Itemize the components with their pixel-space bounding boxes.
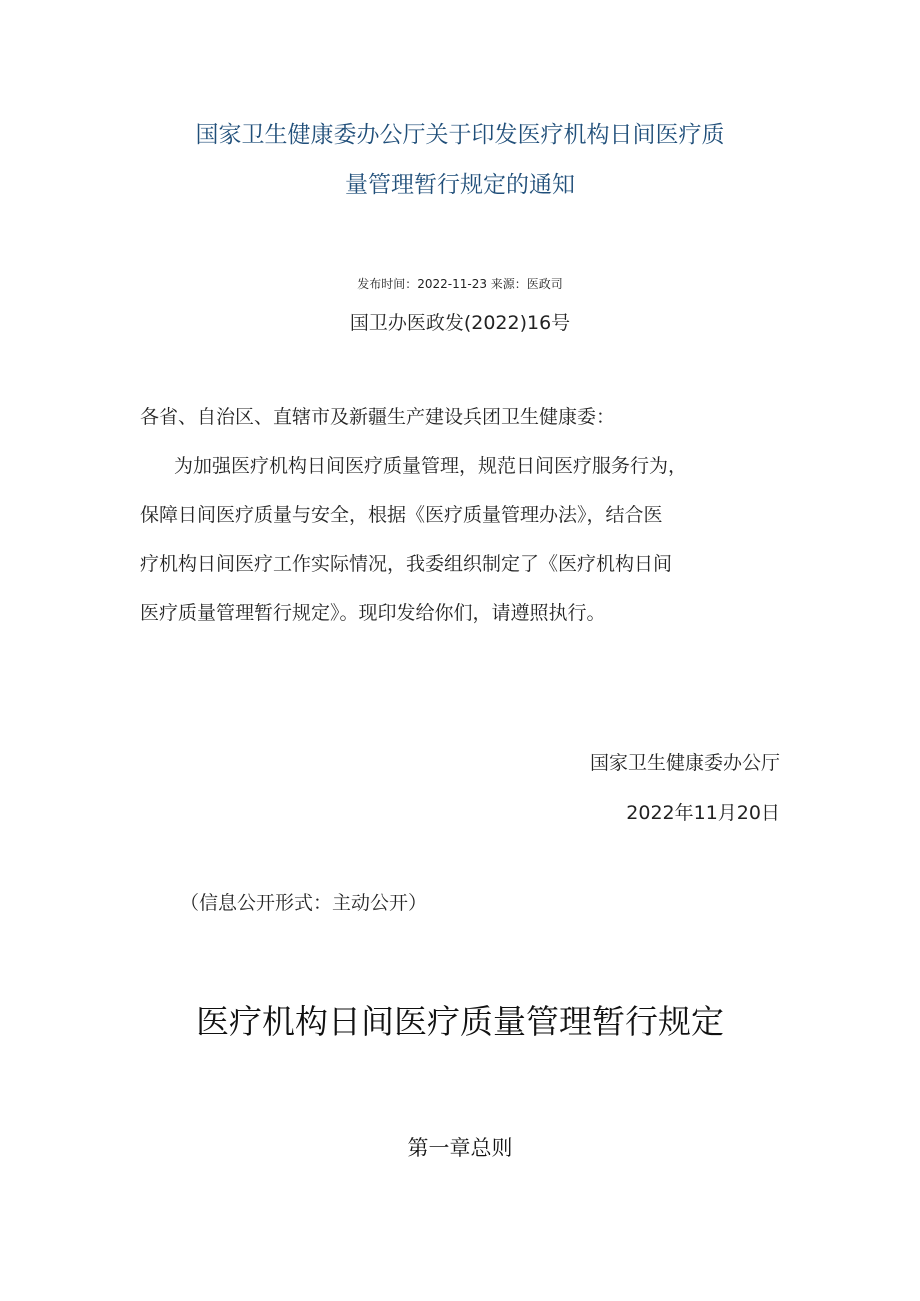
notice-title-line-2: 量管理暂行规定的通知 <box>345 172 575 198</box>
notice-title-line-1: 国家卫生健康委办公厅关于印发医疗机构日间医疗质 <box>195 122 725 148</box>
body-line-1: 为加强医疗机构日间医疗质量管理，规范日间医疗服务行为， <box>174 455 688 477</box>
body-line-3: 疗机构日间医疗工作实际情况，我委组织制定了《医疗机构日间 <box>140 553 673 575</box>
document-number: 国卫办医政发(2022)16号 <box>349 312 571 334</box>
chapter-heading: 第一章总则 <box>407 1136 513 1160</box>
signature-block <box>590 738 780 838</box>
regulation-title: 医疗机构日间医疗质量管理暂行规定 <box>196 1002 724 1041</box>
issuing-office: 国家卫生健康委办公厅 <box>589 752 780 774</box>
disclosure-note: （信息公开形式：主动公开） <box>180 892 428 914</box>
salutation: 各省、自治区、直辖市及新疆生产建设兵团卫生健康委： <box>140 406 616 428</box>
notice-body <box>140 393 790 638</box>
publish-meta: 发布时间：2022-11-23 来源：医政司 <box>357 277 563 291</box>
issue-date: 2022年11月20日 <box>626 802 780 824</box>
notice-title <box>0 110 920 210</box>
body-line-4: 医疗质量管理暂行规定》。现印发给你们，请遵照执行。 <box>140 602 606 624</box>
body-line-2: 保障日间医疗质量与安全，根据《医疗质量管理办法》，结合医 <box>140 504 663 526</box>
